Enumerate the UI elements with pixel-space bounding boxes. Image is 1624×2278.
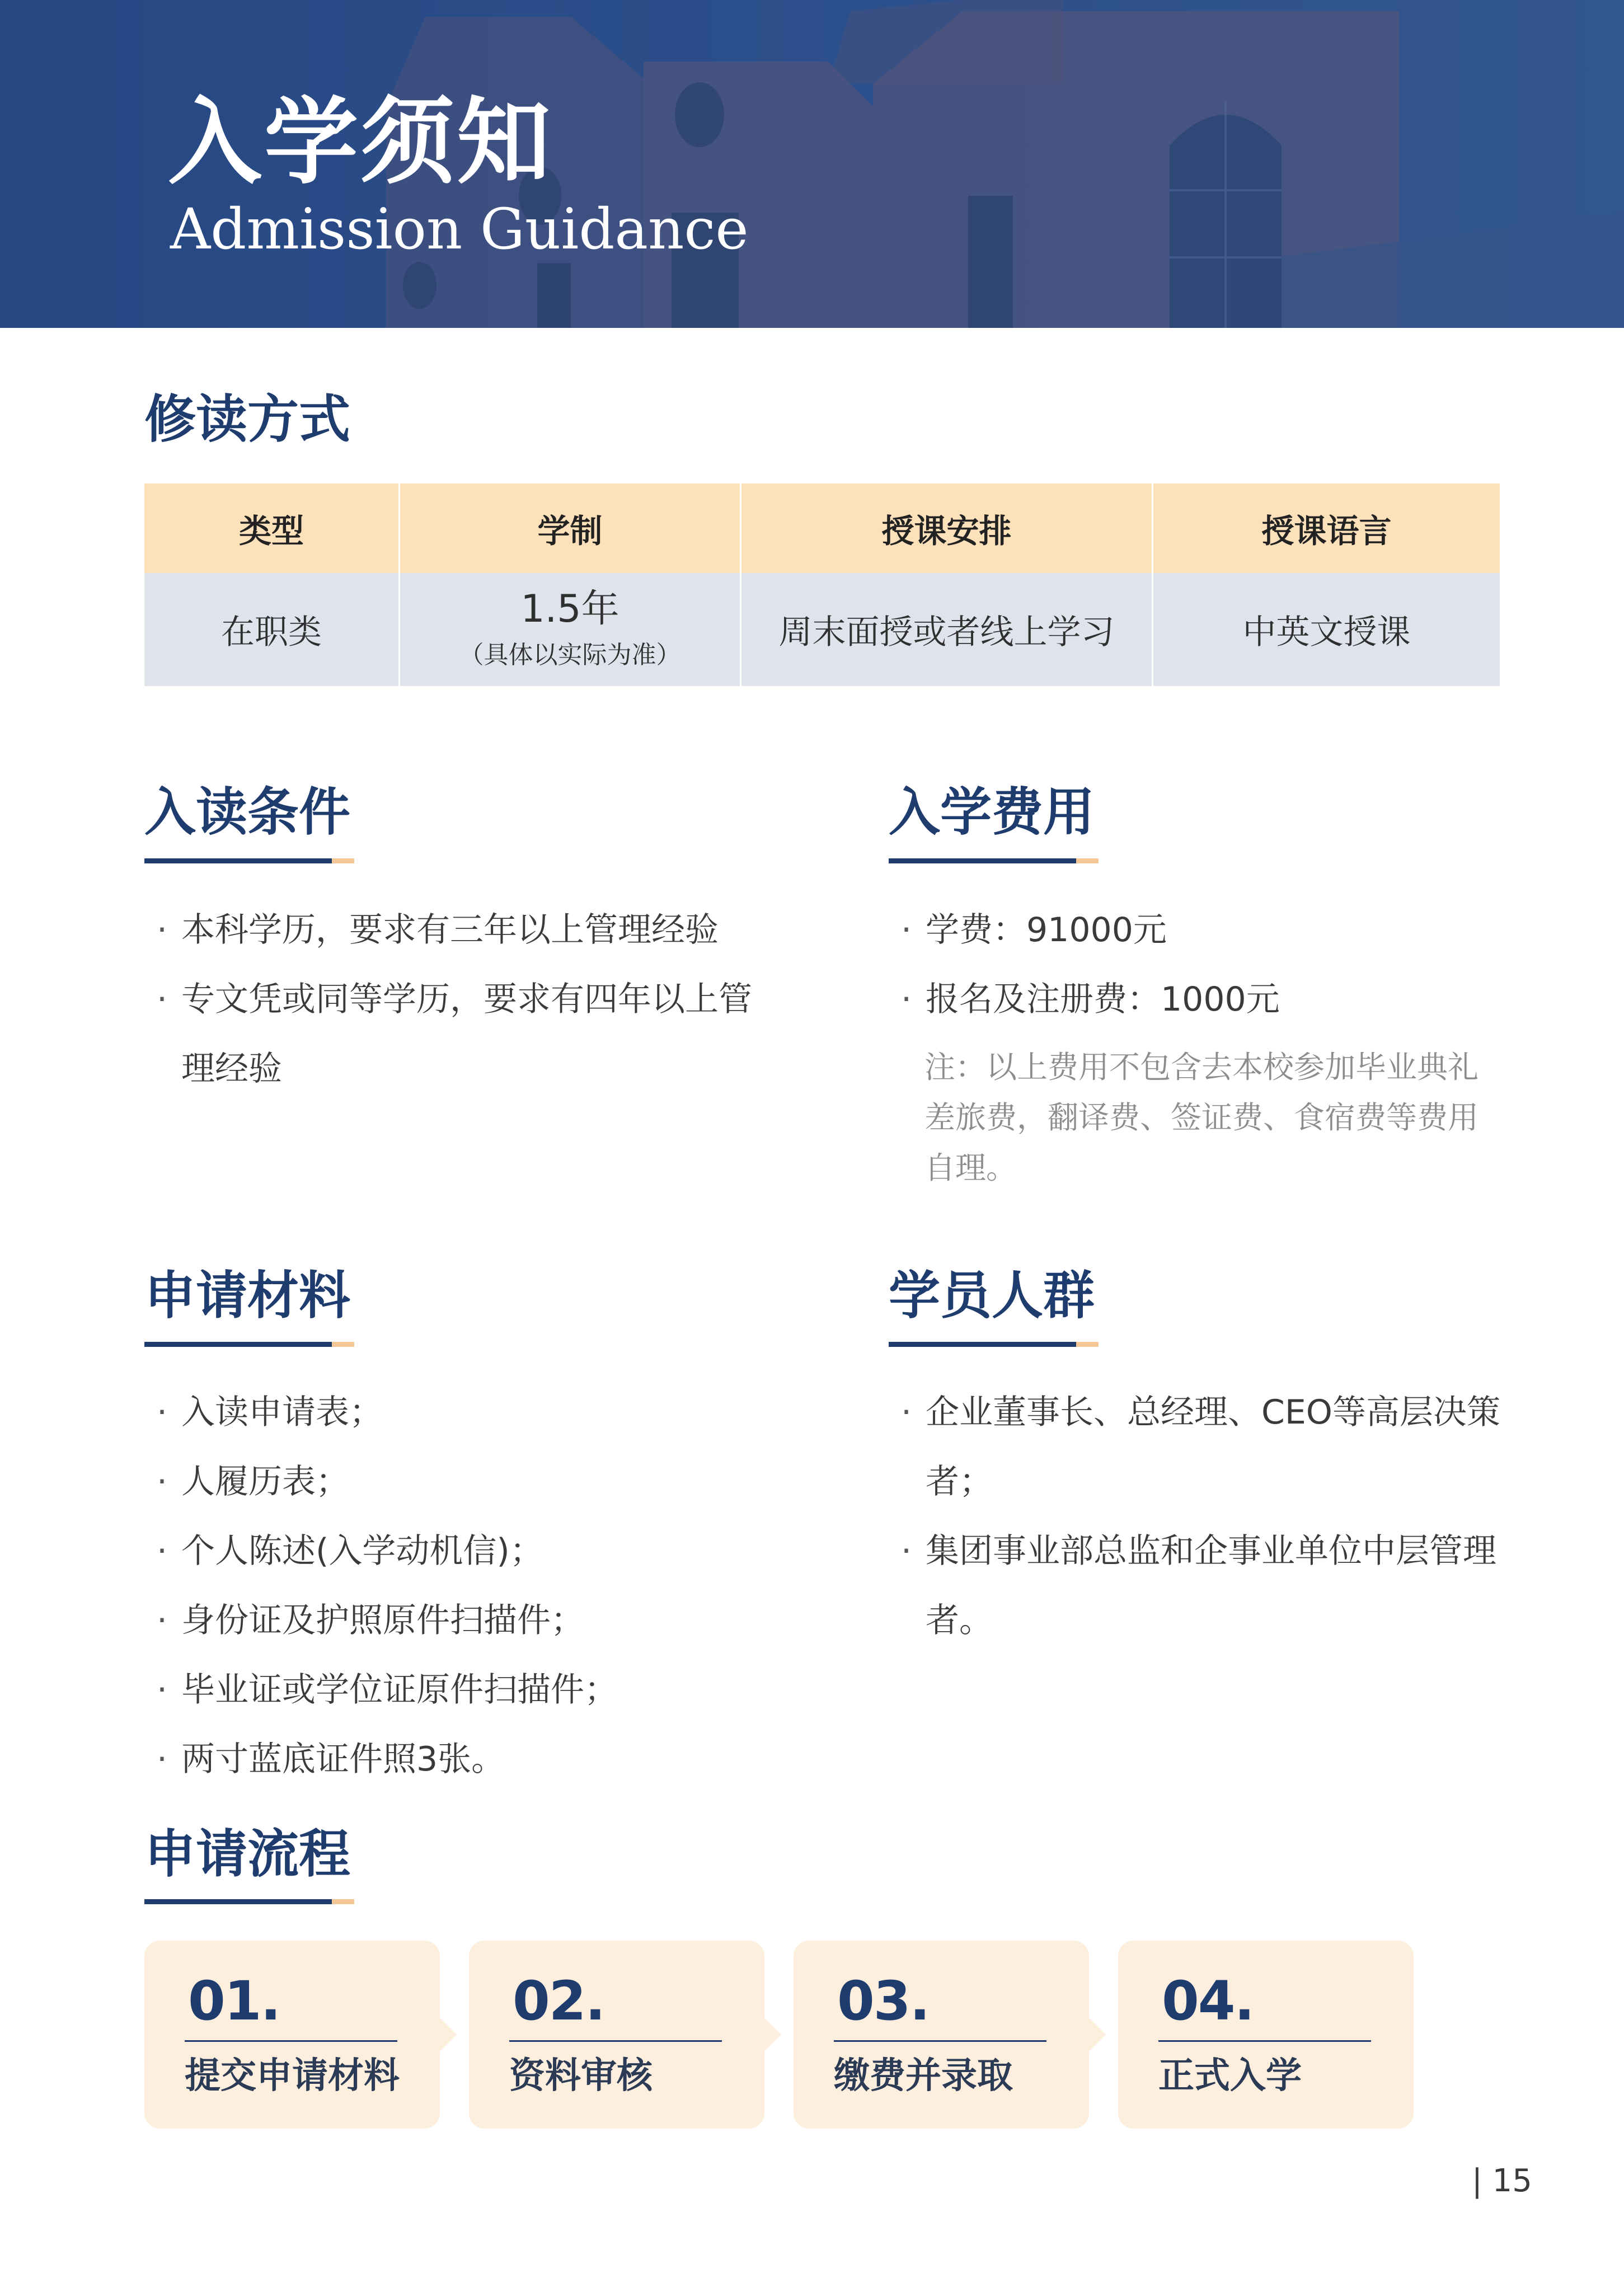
list-item: · 本科学历，要求有三年以上管理经验 xyxy=(157,910,719,950)
cell-language: 中英文授课 xyxy=(1242,613,1411,652)
requirements-list xyxy=(147,895,768,1103)
cell-duration xyxy=(400,573,741,686)
cell-schedule: 周末面授或者线上学习 xyxy=(741,573,1153,686)
step-number: 04. xyxy=(1162,1970,1254,2032)
table-header-row xyxy=(144,483,1500,573)
study-mode-heading: 修读方式 xyxy=(144,389,351,449)
fees-list xyxy=(891,895,1506,1034)
list-item: · 入读申请表； xyxy=(157,1393,383,1432)
column-header-duration: 学制 xyxy=(400,483,741,573)
process-step-3 xyxy=(794,1941,1089,2129)
list-item: · 两寸蓝底证件照3张。 xyxy=(157,1740,505,1779)
step-arrow-icon xyxy=(1089,2018,1106,2051)
page-subtitle: Admission Guidance xyxy=(170,196,749,262)
step-arrow-icon xyxy=(764,2018,781,2051)
column-header-schedule: 授课安排 xyxy=(741,483,1153,573)
step-divider xyxy=(834,2040,1046,2042)
list-item: · 报名及注册费：1000元 xyxy=(901,980,1280,1019)
audience-heading: 学员人群 xyxy=(889,1266,1095,1326)
audience-list xyxy=(891,1378,1506,1655)
requirements-underline xyxy=(144,858,354,863)
fees-heading: 入学费用 xyxy=(889,782,1095,842)
duration-value: 1.5年 xyxy=(520,586,619,631)
column-header-type: 类型 xyxy=(144,483,400,573)
list-item: · 集团事业部总监和企事业单位中层管理者。 xyxy=(901,1532,1496,1640)
table-row xyxy=(144,573,1500,686)
step-label: 缴费并录取 xyxy=(834,2055,1013,2097)
process-step-2 xyxy=(469,1941,764,2129)
list-item: · 企业董事长、总经理、CEO等高层决策者； xyxy=(901,1393,1501,1501)
page-number: | 15 xyxy=(1472,2163,1532,2199)
step-number: 02. xyxy=(513,1970,605,2032)
list-item: · 身份证及护照原件扫描件； xyxy=(157,1601,584,1640)
cell-type: 在职类 xyxy=(144,573,400,686)
requirements-heading: 入读条件 xyxy=(144,782,351,842)
column-header-language: 授课语言 xyxy=(1261,512,1392,550)
list-item: · 毕业证或学位证原件扫描件； xyxy=(157,1670,618,1709)
process-step-1 xyxy=(144,1941,440,2129)
fees-note: 注：以上费用不包含去本校参加毕业典礼差旅费，翻译费、签证费、食宿费等费用自理。 xyxy=(924,1049,1479,1186)
study-mode-table xyxy=(144,483,1500,686)
duration-note: （具体以实际为准） xyxy=(459,641,681,670)
list-item: · 学费：91000元 xyxy=(901,910,1167,950)
process-underline xyxy=(144,1899,354,1904)
step-number: 03. xyxy=(837,1970,930,2032)
audience-underline xyxy=(889,1342,1099,1347)
list-item: · 专文凭或同等学历，要求有四年以上管理经验 xyxy=(157,980,752,1088)
step-divider xyxy=(1158,2040,1371,2042)
process-heading: 申请流程 xyxy=(144,1824,351,1884)
step-label: 提交申请材料 xyxy=(185,2055,400,2097)
list-item: · 人履历表； xyxy=(157,1462,349,1501)
header-banner xyxy=(0,0,1624,328)
step-divider xyxy=(509,2040,722,2042)
step-label: 资料审核 xyxy=(509,2055,653,2097)
step-arrow-icon xyxy=(440,2018,457,2051)
fees-underline xyxy=(889,858,1099,863)
process-step-4 xyxy=(1118,1941,1414,2129)
step-divider xyxy=(185,2040,397,2042)
page-title: 入学须知 xyxy=(168,87,553,197)
materials-list xyxy=(147,1378,818,1794)
step-number: 01. xyxy=(188,1970,280,2032)
materials-underline xyxy=(144,1342,354,1347)
list-item: · 个人陈述(入学动机信)； xyxy=(157,1532,543,1571)
step-label: 正式入学 xyxy=(1158,2055,1302,2097)
materials-heading: 申请材料 xyxy=(144,1266,351,1326)
